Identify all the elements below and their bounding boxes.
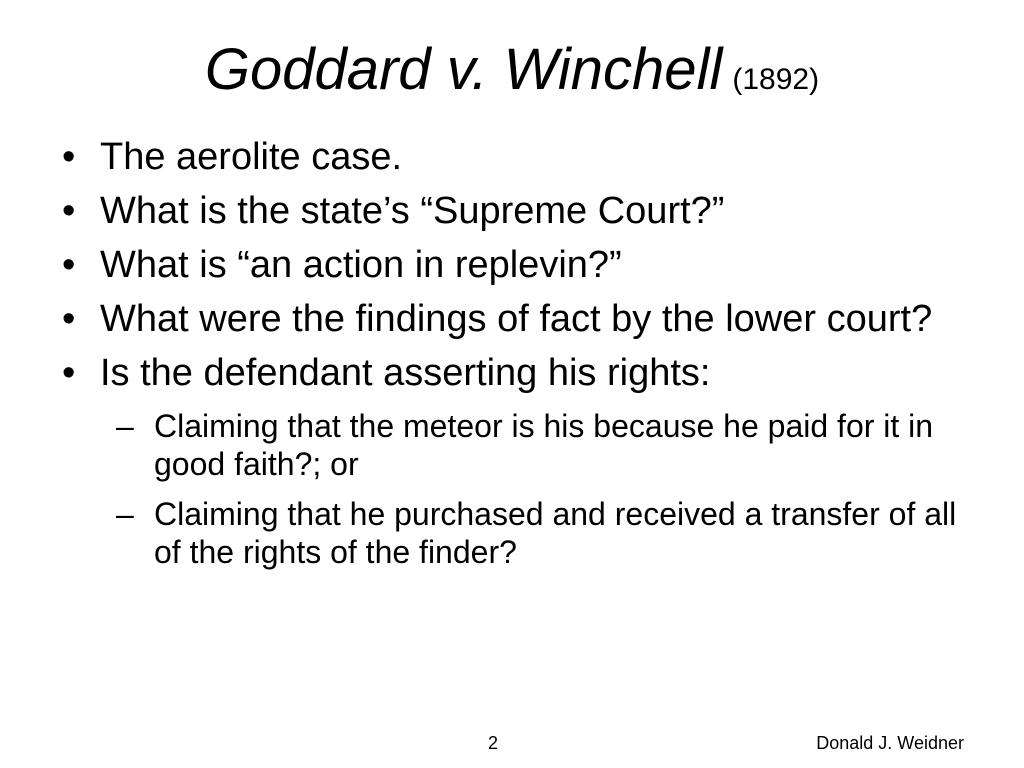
bullet-item	[62, 298, 982, 341]
bullet-text: What is “an action in replevin?”	[100, 244, 622, 286]
sub-bullet-text: Claiming that the meteor is his because he paid for it in good faith?; or	[154, 408, 934, 482]
bullet-marker: •	[62, 190, 76, 232]
bullet-marker: •	[62, 244, 76, 286]
slide-title	[0, 38, 1024, 102]
sub-bullet-marker: –	[116, 496, 134, 532]
sub-bullet-list	[100, 407, 982, 571]
sub-bullet-item	[110, 495, 982, 571]
bullet-list	[62, 136, 982, 583]
bullet-marker: •	[62, 136, 76, 178]
bullet-item	[62, 352, 982, 571]
bullet-text: Is the defendant asserting his rights:	[100, 352, 711, 394]
title-case-name: Goddard v. Winchell	[204, 37, 723, 102]
sub-bullet-item	[110, 407, 982, 483]
bullet-marker: •	[62, 352, 76, 394]
page-number: 2	[488, 733, 499, 753]
bullet-item	[62, 190, 982, 233]
bullet-text: What is the state’s “Supreme Court?”	[100, 190, 725, 232]
bullet-marker: •	[62, 298, 76, 340]
bullet-item	[62, 244, 982, 287]
sub-bullet-marker: –	[116, 408, 134, 444]
bullet-text: The aerolite case.	[100, 136, 403, 178]
bullet-item	[62, 136, 982, 179]
title-year: (1892)	[732, 63, 820, 96]
sub-bullet-text: Claiming that he purchased and received a transfer of all of the rights of the finder?	[154, 496, 957, 570]
bullet-text: What were the findings of fact by the lower court?	[100, 298, 933, 340]
footer-author: Donald J. Weidner	[816, 733, 964, 753]
